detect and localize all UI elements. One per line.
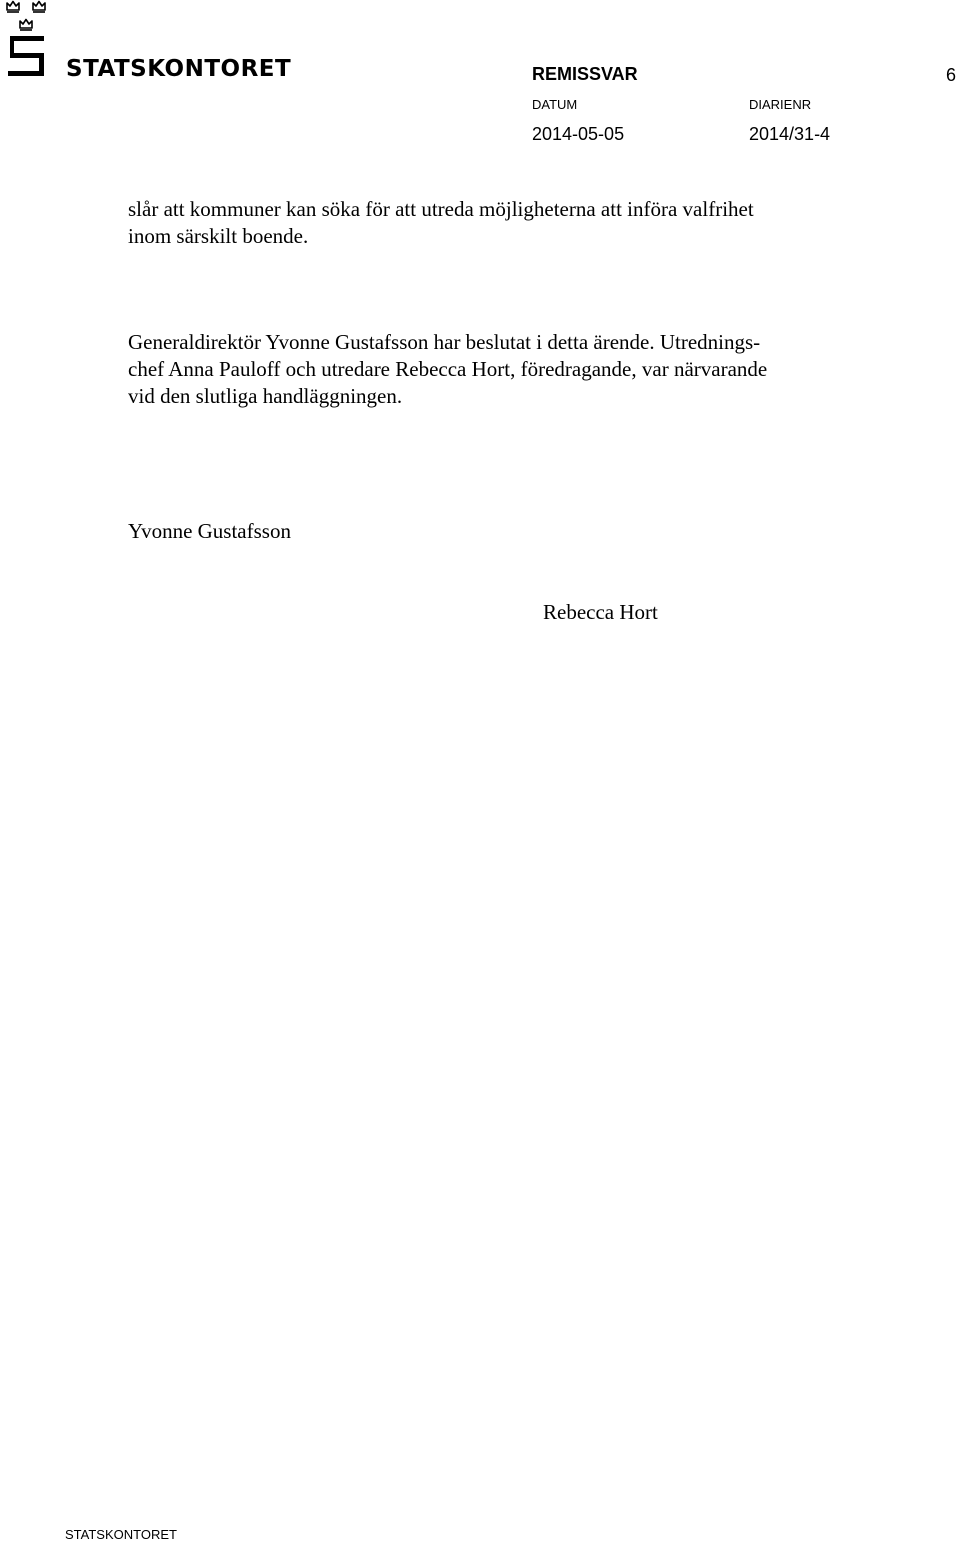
diarienr-label: DIARIENR — [749, 97, 812, 112]
document-type: REMISSVAR — [532, 64, 638, 84]
signature-director-general: Yvonne Gustafsson — [128, 519, 291, 543]
logo-wordmark: STATSKONTORET — [66, 56, 292, 82]
text-line: Generaldirektör Yvonne Gustafsson har beslutat i detta ärende. Utrednings- — [128, 330, 761, 354]
diarienr-value: 2014/31-4 — [749, 124, 831, 144]
date-label: DATUM — [532, 97, 578, 112]
three-crowns-s-emblem-icon — [4, 0, 52, 80]
text-line: inom särskilt boende. — [128, 224, 309, 248]
text-line: chef Anna Pauloff och utredare Rebecca Hort, föredragande, var närvarande — [128, 357, 768, 381]
date-value: 2014-05-05 — [532, 124, 625, 144]
signature-rapporteur: Rebecca Hort — [543, 600, 658, 624]
page-number: 6 — [946, 65, 957, 85]
text-line: slår att kommuner kan söka för att utreda möjligheterna att införa valfrihet — [128, 197, 754, 221]
paragraph-valfrihet — [128, 196, 754, 250]
footer-organization: STATSKONTORET — [65, 1527, 177, 1542]
paragraph-decision — [128, 329, 767, 410]
text-line: vid den slutliga handläggningen. — [128, 384, 403, 408]
